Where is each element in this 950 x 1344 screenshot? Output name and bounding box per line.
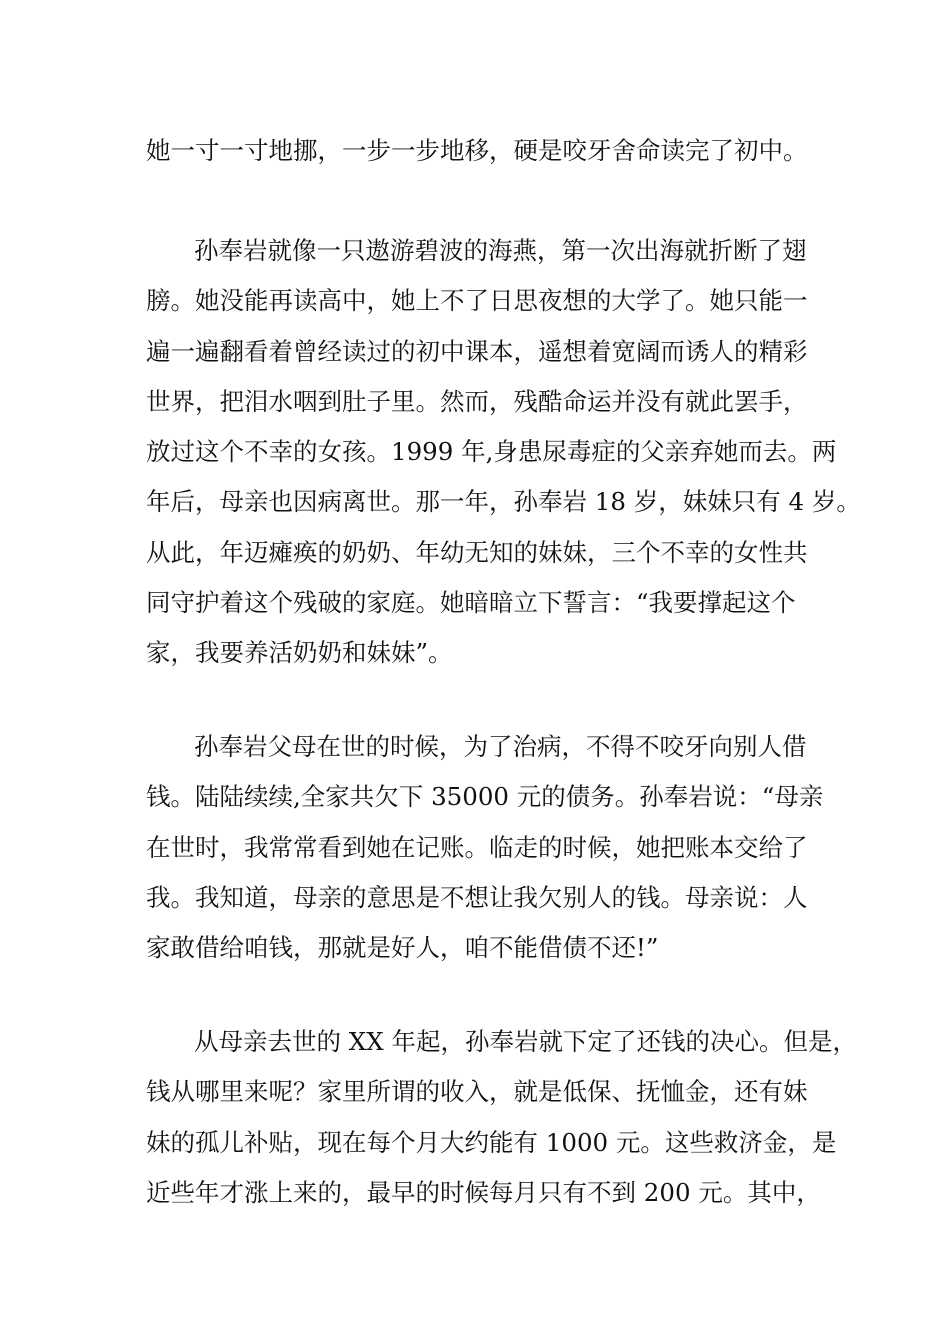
text-line: 家敢借给咱钱，那就是好人，咱不能借债不还!” bbox=[146, 933, 659, 963]
text-line: 从此，年迈瘫痪的奶奶、年幼无知的妹妹，三个不幸的女性共 bbox=[146, 537, 808, 567]
text-line: 钱。陆陆续续,全家共欠下 35000 元的债务。孙奉岩说：“母亲 bbox=[146, 782, 824, 812]
text-line: 孙奉岩就像一只遨游碧波的海燕，第一次出海就折断了翅 bbox=[194, 236, 807, 265]
paragraph-4 bbox=[146, 1017, 857, 1218]
paragraph-1 bbox=[146, 126, 816, 176]
text-line: 同守护着这个残破的家庭。她暗暗立下誓言：“我要撑起这个 bbox=[146, 588, 796, 618]
text-line: 从母亲去世的 XX 年起，孙奉岩就下定了还钱的决心。但是， bbox=[194, 1027, 857, 1056]
text-line: 遍一遍翻看着曾经读过的初中课本，遥想着宽阔而诱人的精彩 bbox=[146, 336, 808, 366]
text-line: 在世时，我常常看到她在记账。临走的时候，她把账本交给了 bbox=[146, 832, 808, 862]
text-line: 家，我要养活奶奶和妹妹”。 bbox=[146, 638, 453, 668]
text-line: 膀。她没能再读高中，她上不了日思夜想的大学了。她只能一 bbox=[146, 286, 808, 316]
text-line: 她一寸一寸地挪，一步一步地移，硬是咬牙舍命读完了初中。 bbox=[146, 136, 808, 165]
paragraph-2 bbox=[146, 226, 861, 679]
text-line: 妹的孤儿补贴，现在每个月大约能有 1000 元。这些救济金，是 bbox=[146, 1127, 837, 1157]
text-line: 孙奉岩父母在世的时候，为了治病，不得不咬牙向别人借 bbox=[194, 732, 807, 761]
text-line: 近些年才涨上来的，最早的时候每月只有不到 200 元。其中， bbox=[146, 1177, 821, 1207]
text-line: 年后，母亲也因病离世。那一年，孙奉岩 18 岁，妹妹只有 4 岁。 bbox=[146, 487, 861, 517]
text-line: 世界，把泪水咽到肚子里。然而，残酷命运并没有就此罢手， bbox=[146, 386, 808, 416]
text-line: 钱从哪里来呢？家里所谓的收入，就是低保、抚恤金，还有妹 bbox=[146, 1077, 808, 1107]
text-line: 我。我知道，母亲的意思是不想让我欠别人的钱。母亲说：人 bbox=[146, 882, 808, 912]
paragraph-3 bbox=[146, 722, 824, 973]
text-line: 放过这个不幸的女孩。1999 年,身患尿毒症的父亲弃她而去。两 bbox=[146, 437, 837, 467]
